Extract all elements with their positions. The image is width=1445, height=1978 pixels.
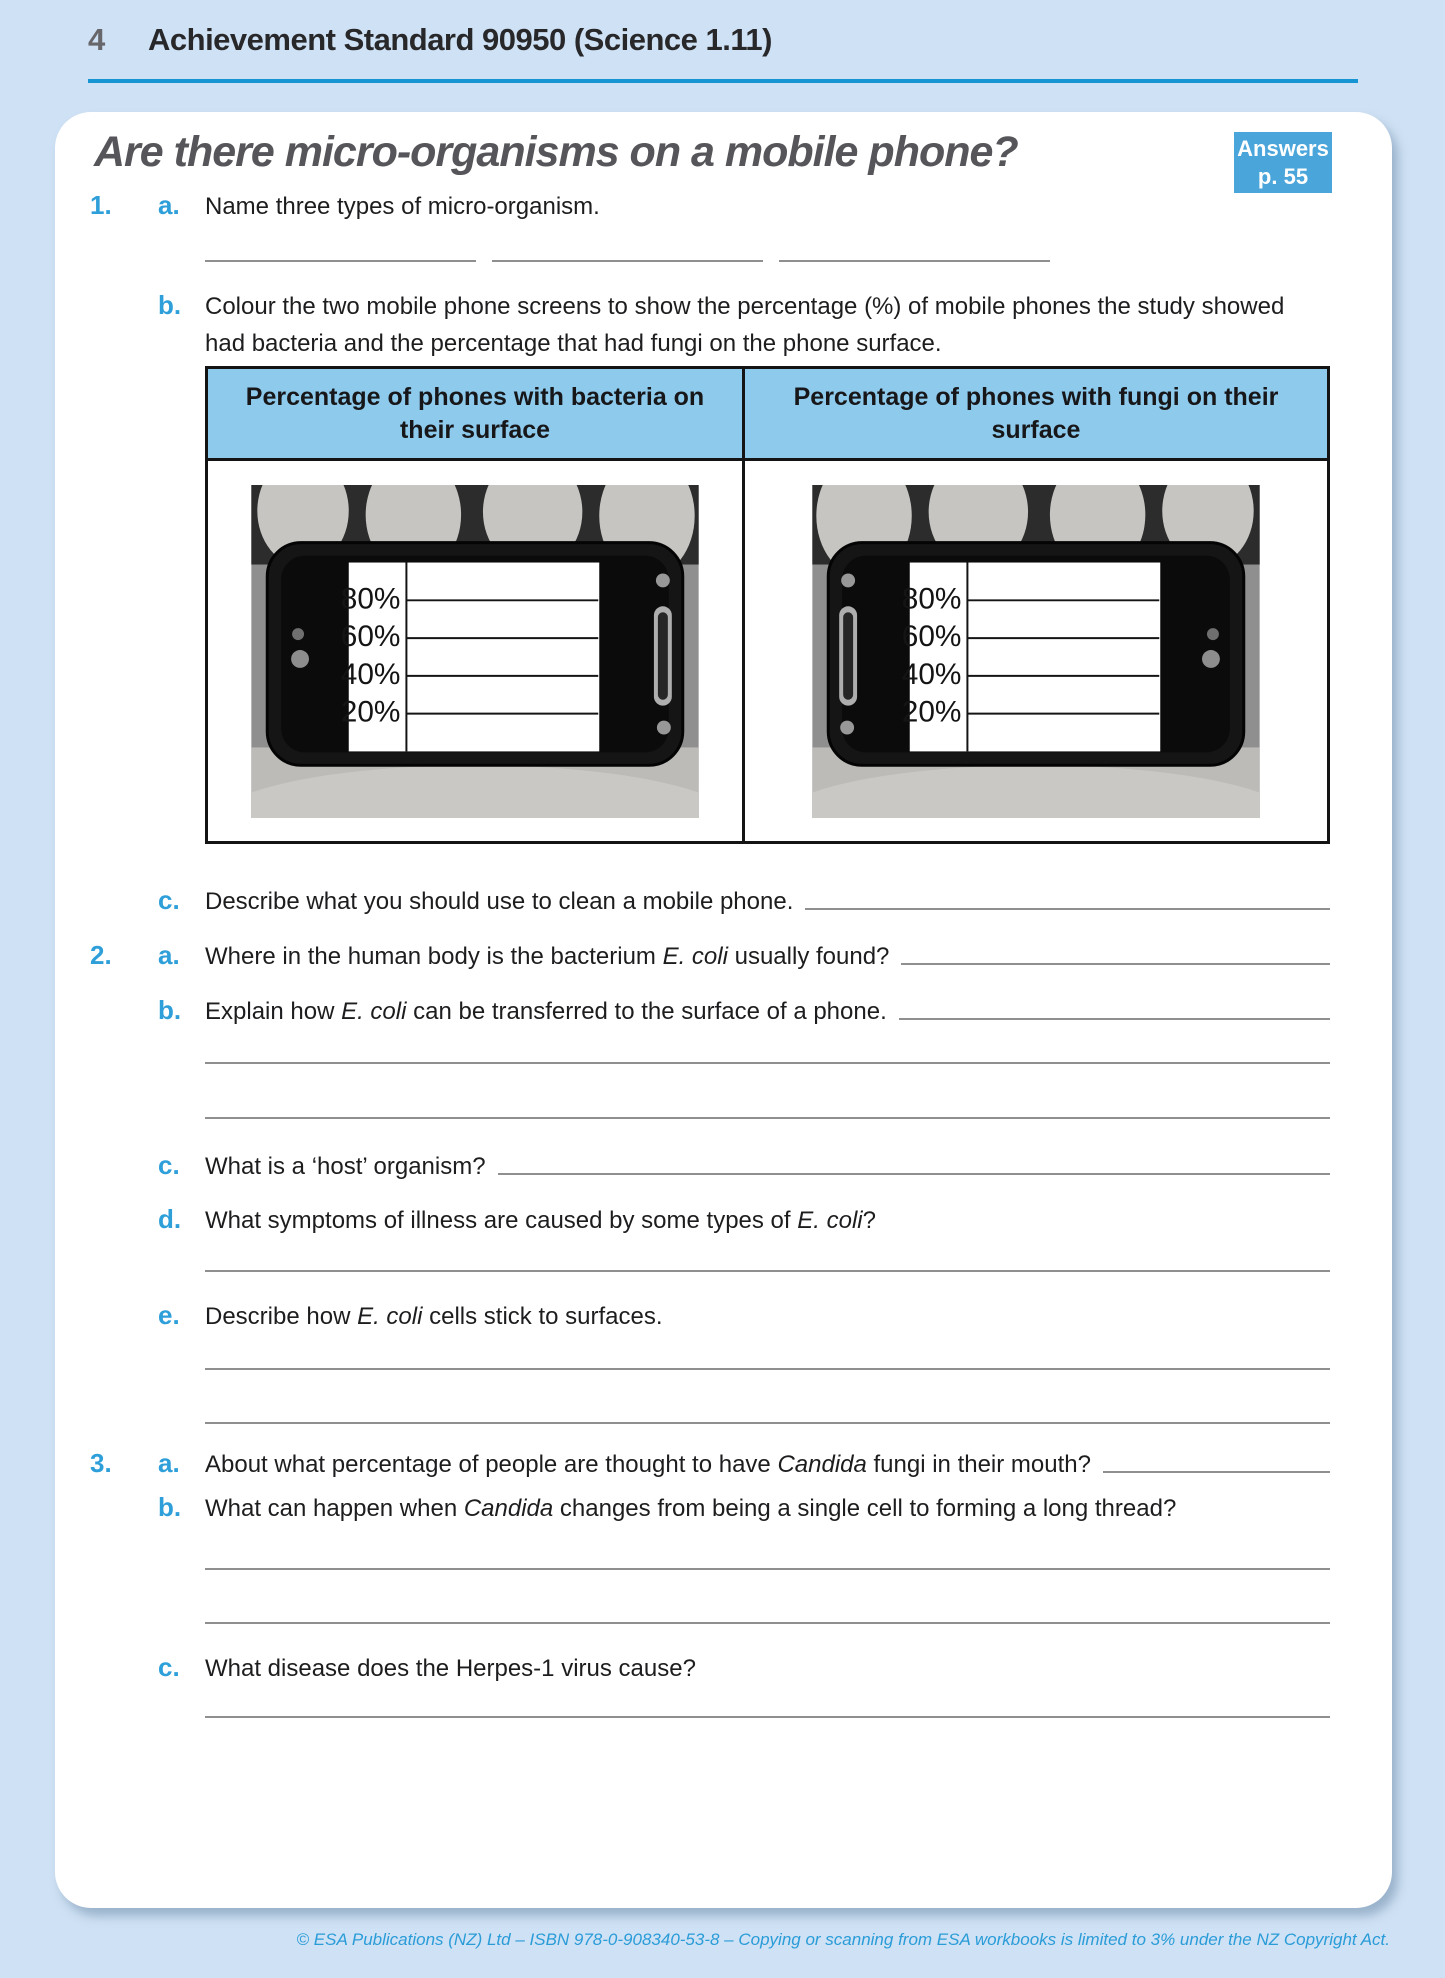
question-1a-text: Name three types of micro-organism. [205, 193, 600, 220]
answer-line[interactable] [205, 1422, 1330, 1424]
question-2a-text: Where in the human body is the bacterium E. coli usually found? [205, 943, 890, 970]
question-1b-text: Colour the two mobile phone screens to show the percentage (%) of mobile phones the study showed had bacteria and the percentage that had fungi on the phone surface. [205, 293, 1285, 357]
axis-label-40: 40% [340, 657, 401, 691]
answer-line[interactable] [805, 908, 1330, 910]
question-1-number: 1. [90, 190, 112, 220]
axis-label-60: 60% [901, 619, 962, 653]
percent-chart[interactable] [902, 562, 1160, 751]
percent-chart[interactable] [341, 562, 599, 751]
answer-line[interactable] [205, 1622, 1330, 1624]
question-3b-label: b. [158, 1492, 182, 1522]
axis-label-20: 20% [340, 695, 401, 729]
answer-blank[interactable] [205, 260, 476, 262]
question-2c-label: c. [158, 1150, 180, 1180]
phone-photo-bacteria [251, 485, 699, 818]
question-3-number: 3. [90, 1448, 112, 1478]
answer-line[interactable] [205, 1270, 1330, 1272]
question-2e-text: Describe how E. coli cells stick to surfaces. [205, 1303, 663, 1330]
answers-badge [1234, 132, 1332, 193]
question-2d-label: d. [158, 1204, 182, 1234]
question-3c [158, 1652, 1330, 1683]
question-3a-text: About what percentage of people are thought to have Candida fungi in their mouth? [205, 1451, 1091, 1478]
axis-label-60: 60% [340, 619, 401, 653]
answer-line[interactable] [205, 1062, 1330, 1064]
question-2b-label: b. [158, 995, 182, 1025]
answer-line[interactable] [899, 1018, 1330, 1020]
answer-line[interactable] [205, 1716, 1330, 1718]
question-2-number: 2. [90, 940, 112, 970]
question-1b-label: b. [158, 290, 182, 320]
header-rule [88, 79, 1358, 83]
table-cell-fungi [745, 461, 1327, 841]
answer-line[interactable] [205, 1117, 1330, 1119]
question-1a-label: a. [158, 190, 180, 220]
question-3a [158, 1448, 1330, 1479]
question-1c [158, 885, 1330, 916]
axis-label-20: 20% [901, 695, 962, 729]
phone-photo-fungi [812, 485, 1260, 818]
question-2b-text: Explain how E. coli can be transferred to the surface of a phone. [205, 998, 887, 1025]
answer-line[interactable] [901, 963, 1330, 965]
question-1a [158, 190, 1330, 221]
answer-line[interactable] [205, 1568, 1330, 1570]
header-title: Achievement Standard 90950 (Science 1.11) [148, 22, 772, 57]
table-body-row [208, 461, 1327, 841]
answers-badge-line2: p. 55 [1257, 163, 1309, 189]
table-header-row [208, 369, 1327, 461]
question-2c [158, 1150, 1330, 1181]
question-2b [158, 995, 1330, 1026]
answer-line[interactable] [498, 1173, 1330, 1175]
question-3a-label: a. [158, 1448, 180, 1478]
question-3c-label: c. [158, 1652, 180, 1682]
question-1c-label: c. [158, 885, 180, 915]
answer-blank[interactable] [779, 260, 1050, 262]
question-2e [158, 1300, 1330, 1331]
question-2a-label: a. [158, 940, 180, 970]
question-2d-text: What symptoms of illness are caused by some types of E. coli? [205, 1207, 876, 1234]
question-3c-text: What disease does the Herpes-1 virus cause? [205, 1655, 696, 1682]
table-cell-bacteria [208, 461, 745, 841]
question-2e-label: e. [158, 1300, 180, 1330]
question-3b-text: What can happen when Candida changes from being a single cell to forming a long thread? [205, 1495, 1177, 1522]
footer-copyright: © ESA Publications (NZ) Ltd – ISBN 978-0-908340-53-8 – Copying or scanning from ESA workbooks is limited to 3% under the NZ Copyright Act. [296, 1930, 1390, 1949]
axis-label-80: 80% [901, 581, 962, 615]
question-3b [158, 1492, 1330, 1523]
question-2c-text: What is a ‘host’ organism? [205, 1153, 486, 1180]
question-2d [158, 1204, 1330, 1235]
answer-line[interactable] [205, 1368, 1330, 1370]
table-header-bacteria: Percentage of phones with bacteria on their surface [208, 369, 745, 458]
table-header-fungi: Percentage of phones with fungi on their surface [793, 383, 1279, 444]
page-number: 4 [88, 22, 106, 57]
axis-label-40: 40% [901, 657, 962, 691]
answer-line[interactable] [1103, 1471, 1330, 1473]
question-1b [158, 288, 1330, 362]
question-1c-text: Describe what you should use to clean a mobile phone. [205, 888, 794, 915]
question-2a [158, 940, 1330, 971]
answers-badge-line1: Answers [1237, 136, 1329, 161]
answer-blank[interactable] [492, 260, 763, 262]
axis-label-80: 80% [340, 581, 401, 615]
phone-chart-table [205, 366, 1330, 844]
worksheet-title: Are there micro-organisms on a mobile phone? [94, 128, 1018, 176]
